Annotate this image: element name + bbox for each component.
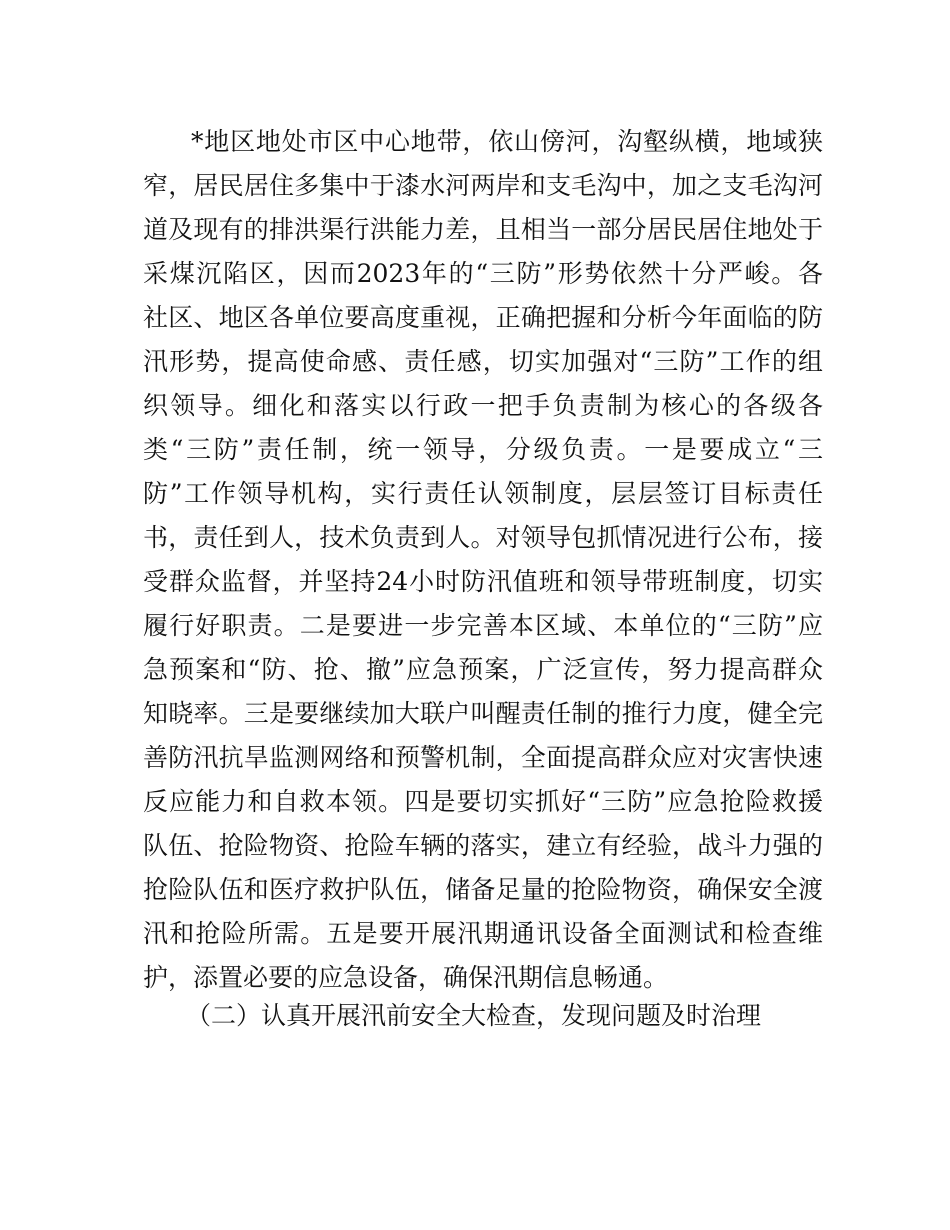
paragraph-line: 履行好职责。二是要进一步完善本区域、本单位的“三防”应 bbox=[143, 611, 823, 640]
paragraph-line: 书，责任到人，技术负责到人。对领导包抓情况进行公布，接 bbox=[143, 523, 823, 552]
paragraph-line: 善防汛抗旱监测网络和预警机制，全面提高群众应对灾害快速 bbox=[143, 743, 823, 772]
paragraph-line: 织领导。细化和落实以行政一把手负责制为核心的各级各 bbox=[143, 391, 823, 420]
paragraph-line: *地区地处市区中心地带，依山傍河，沟壑纵横，地域狭 bbox=[191, 127, 823, 156]
section-heading: （二）认真开展汛前安全大检查，发现问题及时治理 bbox=[186, 1001, 762, 1030]
paragraph-line: 道及现有的排洪渠行洪能力差，且相当一部分居民居住地处于 bbox=[143, 215, 823, 244]
paragraph-line: 知晓率。三是要继续加大联户叫醒责任制的推行力度，健全完 bbox=[143, 699, 823, 728]
paragraph-line: 反应能力和自救本领。四是要切实抓好“三防”应急抢险救援 bbox=[143, 787, 823, 816]
paragraph-line: 防”工作领导机构，实行责任认领制度，层层签订目标责任 bbox=[143, 479, 823, 508]
paragraph-line: 护，添置必要的应急设备，确保汛期信息畅通。 bbox=[143, 963, 669, 992]
paragraph-line: 抢险队伍和医疗救护队伍，储备足量的抢险物资，确保安全渡 bbox=[143, 875, 823, 904]
paragraph-line: 队伍、抢险物资、抢险车辆的落实，建立有经验，战斗力强的 bbox=[143, 831, 823, 860]
paragraph-line: 类“三防”责任制，统一领导，分级负责。一是要成立“三 bbox=[143, 435, 823, 464]
paragraph-line: 采煤沉陷区，因而2023年的“三防”形势依然十分严峻。各 bbox=[143, 259, 823, 288]
paragraph-line: 汛和抢险所需。五是要开展汛期通讯设备全面测试和检查维 bbox=[143, 919, 823, 948]
paragraph-line: 汛形势，提高使命感、责任感，切实加强对“三防”工作的组 bbox=[143, 347, 823, 376]
paragraph-line: 受群众监督，并坚持24小时防汛值班和领导带班制度，切实 bbox=[143, 567, 823, 596]
paragraph-line: 急预案和“防、抢、撤”应急预案，广泛宣传，努力提高群众 bbox=[143, 655, 823, 684]
paragraph-line: 窄，居民居住多集中于漆水河两岸和支毛沟中，加之支毛沟河 bbox=[143, 171, 823, 200]
paragraph-line: 社区、地区各单位要高度重视，正确把握和分析今年面临的防 bbox=[143, 303, 823, 332]
